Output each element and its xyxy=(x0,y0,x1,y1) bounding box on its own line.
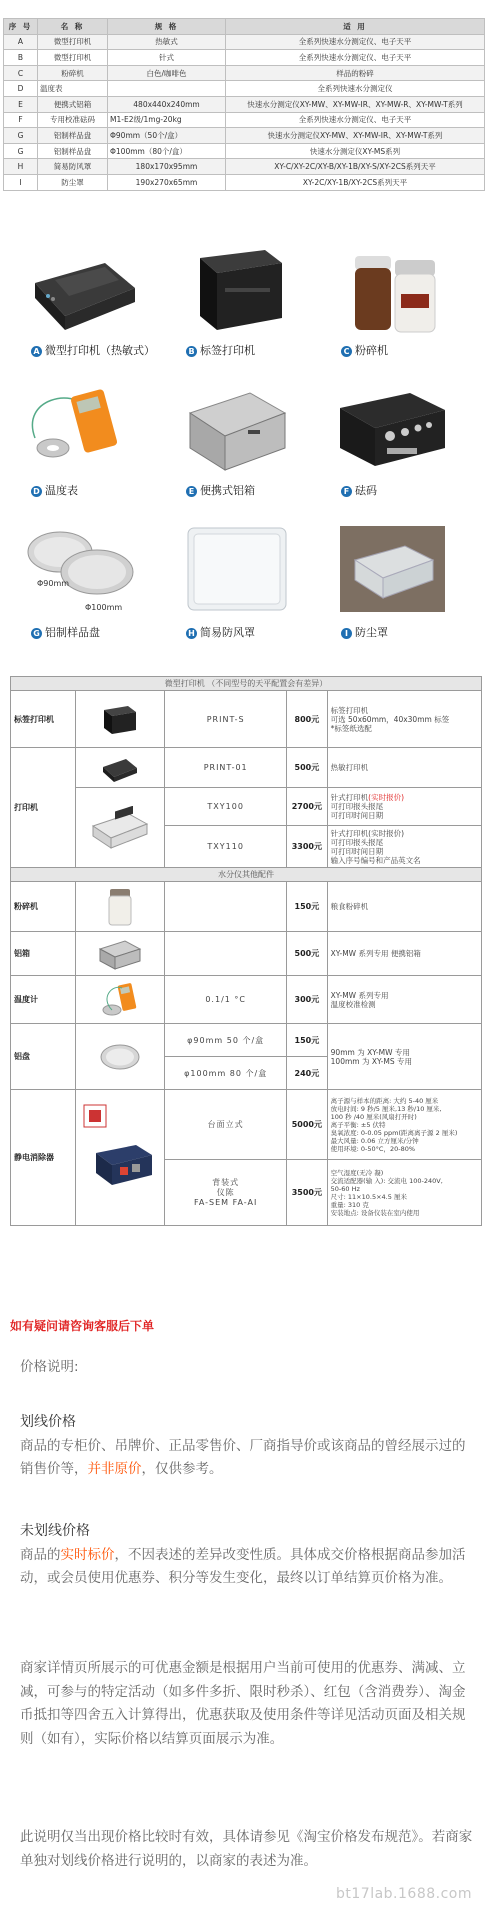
cell: M1-E2级/1mg-20kg xyxy=(108,112,226,128)
col-header: 序 号 xyxy=(4,19,38,35)
section-title: 微型打印机 （不同型号的天平配置会有差异） xyxy=(11,677,482,691)
table-row xyxy=(4,65,485,81)
cell: 微型打印机 xyxy=(38,34,108,50)
model-cell: PRINT-01 xyxy=(165,748,287,788)
grinder-image xyxy=(325,238,455,336)
desc-line: *标签纸选配 xyxy=(330,723,372,733)
price-cell: 500元 xyxy=(287,748,328,788)
product-caption xyxy=(186,482,255,498)
image-cell xyxy=(75,748,164,788)
letter-badge: B xyxy=(186,346,197,357)
price-table xyxy=(10,676,482,1226)
desc-line: 90mm 为 XY-MW 专用 xyxy=(330,1047,410,1057)
section-header xyxy=(11,677,482,691)
section-paragraph xyxy=(20,1544,475,1591)
image-cell xyxy=(75,788,164,868)
cell: XY-C/XY-2C/XY-B/XY-1B/XY-S/XY-2CS系列天平 xyxy=(226,159,485,175)
price-cell: 500元 xyxy=(287,932,328,976)
cell: 190x270x65mm xyxy=(108,174,226,190)
model-cell xyxy=(165,932,287,976)
desc-line: XY-MW 系列专用 xyxy=(330,990,389,1000)
cell: H xyxy=(4,159,38,175)
col-header: 名 称 xyxy=(38,19,108,35)
category-label: 铝箱 xyxy=(11,932,76,976)
highlight-text: 并非原价 xyxy=(87,1461,142,1477)
cell: 快速水分测定仪XY-MW、XY-MW-IR、XY-MW-T系列 xyxy=(226,128,485,144)
product-caption xyxy=(341,624,388,640)
paragraph-text: ，仅供参考。 xyxy=(141,1461,223,1477)
desc-line: 空气湿度(无冷 凝) xyxy=(330,1168,384,1177)
desc-line: 尺寸: 11×10.5×4.5 厘米 xyxy=(330,1192,407,1201)
cell: 简易防风罩 xyxy=(38,159,108,175)
cell: 白色/咖啡色 xyxy=(108,65,226,81)
aluminum-case-image xyxy=(170,378,300,476)
table-row xyxy=(4,81,485,97)
product-caption xyxy=(31,624,100,640)
label-printer-image xyxy=(170,238,300,336)
product-card xyxy=(5,238,155,358)
section-heading: 划线价格 xyxy=(20,1414,76,1430)
section-heading: 未划线价格 xyxy=(20,1523,90,1539)
price-cell: 2700元 xyxy=(287,788,328,826)
category-label: 粉碎机 xyxy=(11,882,76,932)
image-cell xyxy=(75,691,164,748)
desc-cell: 粮食粉碎机 xyxy=(327,882,481,932)
product-name: 粉碎机 xyxy=(355,344,388,357)
desc-cell xyxy=(327,1160,481,1226)
sample-plates-image xyxy=(15,520,145,618)
letter-badge: G xyxy=(31,628,42,639)
desc-line: 使用环境: 0-50°C，20-80% xyxy=(330,1144,416,1153)
desc-cell xyxy=(327,691,481,748)
cell: 专用校准砝码 xyxy=(38,112,108,128)
validity-paragraph: 此说明仅当出现价格比较时有效，具体请参见《淘宝价格发布规范》。若商家单独对划线价格进行说明的，以商家的表述为准。 xyxy=(20,1829,473,1869)
cell: 快速水分测定仪XY-MW、XY-MW-IR、XY-MW-R、XY-MW-T系列 xyxy=(226,96,485,112)
desc-line: 最大风量: 0.06 立方厘米/分钟 xyxy=(330,1136,419,1145)
model-cell xyxy=(165,1160,287,1226)
cell: 微型打印机 xyxy=(38,50,108,66)
order-notice: 如有疑问请咨询客服后下单 xyxy=(10,1319,155,1333)
desc-cell xyxy=(327,1024,481,1090)
price-cell: 240元 xyxy=(287,1057,328,1090)
realtime-quote-note: (实时报价) xyxy=(368,793,405,802)
dot-matrix-printer-thumb xyxy=(89,806,151,850)
aluminum-case-thumb xyxy=(97,937,143,971)
product-caption xyxy=(31,342,155,358)
product-name: 砝码 xyxy=(355,484,377,497)
desc-line: 离子平衡: ±5 伏特 xyxy=(330,1120,386,1129)
cell: 全系列快速水分测定仪、电子天平 xyxy=(226,34,485,50)
desc-line: 标签打印机 xyxy=(330,705,369,715)
product-name: 便携式铝箱 xyxy=(200,484,255,497)
cell: 热敏式 xyxy=(108,34,226,50)
table-row xyxy=(4,34,485,50)
image-cell xyxy=(75,1090,164,1226)
desc-line: FA-SEM FA-AI xyxy=(193,1197,258,1207)
image-cell xyxy=(75,932,164,976)
cell: 针式 xyxy=(108,50,226,66)
cell: XY-2C/XY-1B/XY-2CS系列天平 xyxy=(226,174,485,190)
model-cell: PRINT-S xyxy=(165,691,287,748)
paragraph-text: 商品的 xyxy=(20,1546,61,1563)
thermal-printer-image xyxy=(15,238,145,336)
section-header xyxy=(11,868,482,882)
discount-paragraph: 商家详情页所展示的可优惠金额是根据用户当前可使用的优惠券、满减、立减，可参与的特定活动（如多件多折、限时秒杀）、红包（含消费券）、淘金币抵扣等四舍五入计算得出，优惠获取及使用条件等详见活动页面及相关规则（如有），实际价格以结算页面展示为准。 xyxy=(20,1660,466,1747)
static-eliminator-thumb xyxy=(82,1103,158,1213)
cell: 铝制样品盘 xyxy=(38,128,108,144)
letter-badge: H xyxy=(186,628,197,639)
table-row xyxy=(11,691,482,748)
wind-shield-image xyxy=(170,520,300,618)
grinder-thumb xyxy=(105,887,135,927)
model-cell: φ90mm 50 个/盒 xyxy=(165,1024,287,1057)
price-cell: 5000元 xyxy=(287,1090,328,1160)
product-card xyxy=(315,378,465,498)
highlight-text: 实时标价 xyxy=(60,1546,115,1563)
label-printer-thumb xyxy=(100,702,140,736)
cell: G xyxy=(4,128,38,144)
product-card xyxy=(160,520,310,640)
cell: 180x170x95mm xyxy=(108,159,226,175)
strikethrough-price-section xyxy=(20,1411,475,1482)
product-card xyxy=(315,238,465,358)
table-row xyxy=(4,112,485,128)
sample-pan-thumb xyxy=(98,1041,142,1073)
desc-line: 针式打印机(实时报价) xyxy=(330,828,405,838)
desc-line: 50-60 Hz xyxy=(330,1184,360,1193)
product-name: 微型打印机（热敏式） xyxy=(45,344,155,357)
table-row xyxy=(11,748,482,788)
cell: Φ90mm（50个/盒） xyxy=(108,128,226,144)
desc-line: 针式打印机 xyxy=(330,793,369,802)
product-card xyxy=(5,378,155,498)
category-label: 打印机 xyxy=(11,748,76,868)
image-cell xyxy=(75,882,164,932)
product-name: 温度表 xyxy=(45,484,78,497)
cell: 温度表 xyxy=(38,81,108,97)
desc-cell xyxy=(327,826,481,868)
cell: G xyxy=(4,143,38,159)
thermal-printer-thumb xyxy=(100,753,140,783)
cell: D xyxy=(4,81,38,97)
cell: B xyxy=(4,50,38,66)
section-title: 水分仪其他配件 xyxy=(11,868,482,882)
spec-table xyxy=(3,18,485,191)
cell: Φ100mm（80个/盒） xyxy=(108,143,226,159)
desc-line: 背装式 xyxy=(212,1177,240,1187)
desc-line: 可打印时间日期 xyxy=(330,811,384,820)
desc-line: 100mm 为 XY-MS 专用 xyxy=(330,1056,413,1066)
price-cell: 800元 xyxy=(287,691,328,748)
price-cell: 300元 xyxy=(287,976,328,1024)
desc-cell: XY-MW 系列专用 便携铝箱 xyxy=(327,932,481,976)
paragraph-text: ，不因表述的差异改变性质。具体成交价格根据商品参加活动，或会员使用优惠券、积分等发生变化，最终以订单结算页价格为准。 xyxy=(20,1546,466,1586)
cell: 粉碎机 xyxy=(38,65,108,81)
table-row xyxy=(11,788,482,826)
category-label: 标签打印机 xyxy=(11,691,76,748)
desc-line: 温度校准检测 xyxy=(330,999,376,1009)
product-name: 标签打印机 xyxy=(200,344,255,357)
plate-label-small: Φ90mm xyxy=(37,579,70,588)
desc-line: 仪陈 xyxy=(216,1187,235,1197)
desc-cell xyxy=(327,788,481,826)
product-card xyxy=(160,378,310,498)
desc-line: 100 秒 /40 厘米(风扇打开时) xyxy=(330,1112,417,1121)
cell: 全系列快速水分测定仪、电子天平 xyxy=(226,50,485,66)
desc-line: 可打印时间日期 xyxy=(330,846,384,856)
cell: 全系列快速水分测定仪 xyxy=(226,81,485,97)
cell: F xyxy=(4,112,38,128)
table-row xyxy=(11,932,482,976)
product-caption xyxy=(341,342,388,358)
model-cell: 台面立式 xyxy=(165,1090,287,1160)
paragraph-text: 商品的专柜价、吊牌价、正品零售价、厂商指导价或该商品的曾经展示过的销售价等， xyxy=(20,1437,466,1477)
letter-badge: D xyxy=(31,486,42,497)
desc-cell: 热敏打印机 xyxy=(327,748,481,788)
dust-cover-image xyxy=(325,520,455,618)
product-caption xyxy=(341,482,377,498)
table-row xyxy=(11,976,482,1024)
model-cell: TXY110 xyxy=(165,826,287,868)
table-row xyxy=(11,1090,482,1160)
watermark: bt17lab.1688.com xyxy=(336,1886,472,1902)
table-row xyxy=(4,128,485,144)
model-cell: 0.1/1 °C xyxy=(165,976,287,1024)
product-name: 防尘罩 xyxy=(355,626,388,639)
cell: C xyxy=(4,65,38,81)
price-cell: 3300元 xyxy=(287,826,328,868)
thermometer-thumb xyxy=(98,980,142,1020)
cell: A xyxy=(4,34,38,50)
category-label: 铝盘 xyxy=(11,1024,76,1090)
product-caption xyxy=(186,342,255,358)
col-header: 规 格 xyxy=(108,19,226,35)
desc-line: 重量: 310 克 xyxy=(330,1200,369,1209)
thermometer-image xyxy=(15,378,145,476)
weights-image xyxy=(325,378,455,476)
cell: 便携式铝箱 xyxy=(38,96,108,112)
explain-title: 价格说明: xyxy=(20,1359,79,1375)
letter-badge: I xyxy=(341,628,352,639)
table-row xyxy=(4,96,485,112)
cell: 全系列快速水分测定仪、电子天平 xyxy=(226,112,485,128)
category-label: 温度计 xyxy=(11,976,76,1024)
letter-badge: A xyxy=(31,346,42,357)
desc-line: 可打印报头报尾 xyxy=(330,802,384,811)
table-row xyxy=(11,1024,482,1057)
cell: 样品的粉碎 xyxy=(226,65,485,81)
table-row xyxy=(4,159,485,175)
product-card xyxy=(160,238,310,358)
section-paragraph xyxy=(20,1435,475,1482)
desc-line: 可选 50x60mm，40x30mm 标签 xyxy=(330,714,450,724)
image-cell xyxy=(75,1024,164,1090)
price-cell: 150元 xyxy=(287,1024,328,1057)
product-name: 铝制样品盘 xyxy=(45,626,100,639)
model-cell: φ100mm 80 个/盒 xyxy=(165,1057,287,1090)
desc-line: 安装地点: 设备仪装在室内使用 xyxy=(330,1208,420,1217)
letter-badge: F xyxy=(341,486,352,497)
normal-price-section xyxy=(20,1520,475,1591)
cell: I xyxy=(4,174,38,190)
desc-cell xyxy=(327,1090,481,1160)
product-card xyxy=(5,520,155,640)
product-caption xyxy=(31,482,78,498)
desc-line: 输入序号编号和产品英文名 xyxy=(330,855,421,865)
desc-line: 离子源与样本的距离: 大约 5-40 厘米 xyxy=(330,1096,439,1105)
price-cell: 150元 xyxy=(287,882,328,932)
table-row xyxy=(4,50,485,66)
table-row xyxy=(4,143,485,159)
letter-badge: E xyxy=(186,486,197,497)
image-cell xyxy=(75,976,164,1024)
letter-badge: C xyxy=(341,346,352,357)
desc-line: 放电时间: 9 秒/5 厘米,13 秒/10 厘米, xyxy=(330,1104,442,1113)
product-name: 简易防风罩 xyxy=(200,626,255,639)
table-row xyxy=(4,174,485,190)
plate-label-large: Φ100mm xyxy=(85,603,123,612)
cell: E xyxy=(4,96,38,112)
desc-cell xyxy=(327,976,481,1024)
cell: 防尘罩 xyxy=(38,174,108,190)
desc-line: 可打印报头报尾 xyxy=(330,837,384,847)
model-cell: TXY100 xyxy=(165,788,287,826)
cell xyxy=(108,81,226,97)
desc-line: 交流适配器(输 入): 交流电 100-240V, xyxy=(330,1176,443,1185)
category-label: 静电消除器 xyxy=(11,1090,76,1226)
product-card xyxy=(315,520,465,640)
desc-line: 臭氧浓度: 0-0.05 ppm(距离离子源 2 厘米) xyxy=(330,1128,458,1137)
cell: 快速水分测定仪XY-MS系列 xyxy=(226,143,485,159)
model-cell xyxy=(165,882,287,932)
cell: 铝制样品盘 xyxy=(38,143,108,159)
spec-header-row xyxy=(4,19,485,35)
col-header: 适 用 xyxy=(226,19,485,35)
product-caption xyxy=(186,624,255,640)
table-row xyxy=(11,882,482,932)
cell: 480x440x240mm xyxy=(108,96,226,112)
price-cell: 3500元 xyxy=(287,1160,328,1226)
